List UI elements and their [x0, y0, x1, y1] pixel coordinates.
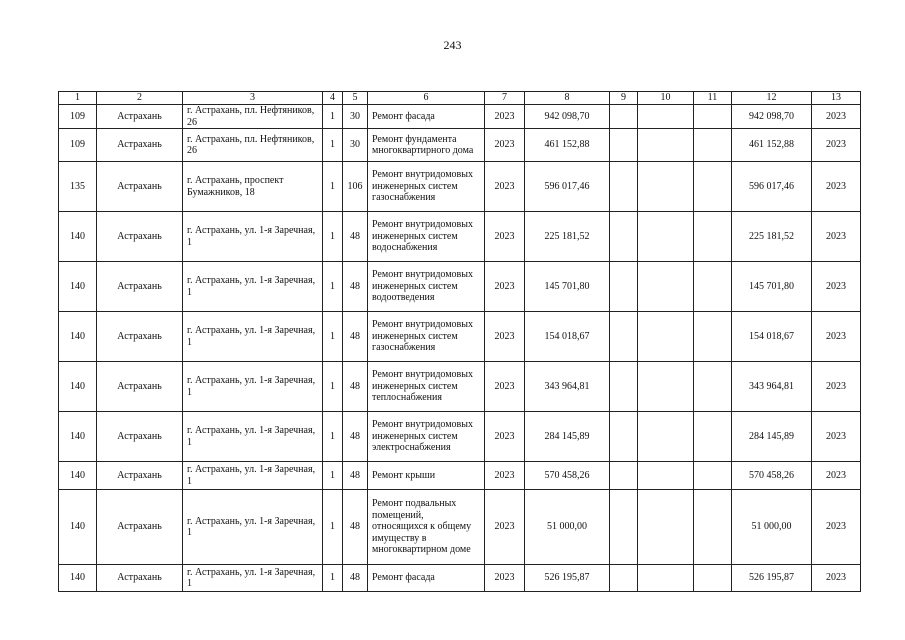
cell-work-type: Ремонт внутридомовых инженерных систем электроснабжения	[368, 412, 485, 462]
cell-col-5: 30	[343, 129, 368, 162]
cell-municipality: Астрахань	[97, 462, 183, 490]
table-row	[59, 462, 861, 490]
cell-year: 2023	[485, 129, 525, 162]
cell-end-year: 2023	[812, 105, 861, 129]
cell-record-number: 140	[59, 312, 97, 362]
cell-col-11	[694, 412, 732, 462]
column-header: 9	[610, 92, 638, 105]
cell-cost: 596 017,46	[525, 162, 610, 212]
cell-col-11	[694, 362, 732, 412]
cell-year: 2023	[485, 412, 525, 462]
cell-col-11	[694, 565, 732, 592]
column-header: 5	[343, 92, 368, 105]
cell-col-9	[610, 412, 638, 462]
cell-col-9	[610, 262, 638, 312]
cell-municipality: Астрахань	[97, 129, 183, 162]
cell-col-4: 1	[323, 312, 343, 362]
cell-cost: 225 181,52	[525, 212, 610, 262]
cell-col-10	[638, 129, 694, 162]
table-body	[59, 92, 861, 592]
cell-year: 2023	[485, 262, 525, 312]
cell-address: г. Астрахань, ул. 1-я Заречная, 1	[183, 362, 323, 412]
cell-col-5: 48	[343, 312, 368, 362]
cell-cost: 526 195,87	[525, 565, 610, 592]
cell-col-11	[694, 105, 732, 129]
cell-col-11	[694, 462, 732, 490]
cell-cost: 343 964,81	[525, 362, 610, 412]
page-number: 243	[443, 38, 462, 52]
cell-address: г. Астрахань, ул. 1-я Заречная, 1	[183, 412, 323, 462]
column-header: 10	[638, 92, 694, 105]
register-table	[58, 91, 861, 592]
cell-end-year: 2023	[812, 565, 861, 592]
cell-col-9	[610, 565, 638, 592]
cell-total: 154 018,67	[732, 312, 812, 362]
cell-year: 2023	[485, 565, 525, 592]
cell-address: г. Астрахань, пл. Нефтяников, 26	[183, 105, 323, 129]
cell-municipality: Астрахань	[97, 412, 183, 462]
cell-work-type: Ремонт фасада	[368, 565, 485, 592]
cell-total: 461 152,88	[732, 129, 812, 162]
table-row	[59, 312, 861, 362]
cell-record-number: 140	[59, 412, 97, 462]
cell-col-10	[638, 490, 694, 565]
cell-cost: 51 000,00	[525, 490, 610, 565]
table-row	[59, 412, 861, 462]
cell-col-10	[638, 462, 694, 490]
column-header: 3	[183, 92, 323, 105]
cell-year: 2023	[485, 105, 525, 129]
table-row	[59, 490, 861, 565]
cell-municipality: Астрахань	[97, 262, 183, 312]
cell-address: г. Астрахань, ул. 1-я Заречная, 1	[183, 312, 323, 362]
cell-record-number: 109	[59, 105, 97, 129]
cell-work-type: Ремонт крыши	[368, 462, 485, 490]
cell-address: г. Астрахань, ул. 1-я Заречная, 1	[183, 212, 323, 262]
cell-municipality: Астрахань	[97, 565, 183, 592]
column-header: 11	[694, 92, 732, 105]
cell-total: 526 195,87	[732, 565, 812, 592]
cell-work-type: Ремонт фасада	[368, 105, 485, 129]
cell-end-year: 2023	[812, 129, 861, 162]
cell-col-11	[694, 262, 732, 312]
cell-year: 2023	[485, 462, 525, 490]
table-row	[59, 212, 861, 262]
cell-end-year: 2023	[812, 462, 861, 490]
cell-municipality: Астрахань	[97, 162, 183, 212]
cell-col-9	[610, 212, 638, 262]
cell-col-9	[610, 105, 638, 129]
cell-col-9	[610, 129, 638, 162]
cell-municipality: Астрахань	[97, 490, 183, 565]
cell-col-11	[694, 162, 732, 212]
cell-col-9	[610, 162, 638, 212]
cell-address: г. Астрахань, ул. 1-я Заречная, 1	[183, 565, 323, 592]
cell-end-year: 2023	[812, 362, 861, 412]
cell-municipality: Астрахань	[97, 362, 183, 412]
cell-total: 343 964,81	[732, 362, 812, 412]
cell-cost: 942 098,70	[525, 105, 610, 129]
cell-work-type: Ремонт подвальных помещений, относящихся к общему имуществу в многоквартирном доме	[368, 490, 485, 565]
cell-col-10	[638, 212, 694, 262]
cell-col-5: 48	[343, 262, 368, 312]
cell-total: 145 701,80	[732, 262, 812, 312]
cell-col-4: 1	[323, 490, 343, 565]
cell-record-number: 109	[59, 129, 97, 162]
cell-end-year: 2023	[812, 262, 861, 312]
table-row	[59, 262, 861, 312]
cell-col-9	[610, 490, 638, 565]
cell-record-number: 140	[59, 565, 97, 592]
cell-col-4: 1	[323, 105, 343, 129]
cell-record-number: 140	[59, 212, 97, 262]
cell-col-5: 48	[343, 565, 368, 592]
cell-col-10	[638, 262, 694, 312]
column-header: 4	[323, 92, 343, 105]
cell-year: 2023	[485, 312, 525, 362]
cell-col-11	[694, 312, 732, 362]
cell-col-4: 1	[323, 262, 343, 312]
cell-col-4: 1	[323, 362, 343, 412]
cell-col-4: 1	[323, 412, 343, 462]
cell-address: г. Астрахань, пл. Нефтяников, 26	[183, 129, 323, 162]
cell-municipality: Астрахань	[97, 212, 183, 262]
cell-col-10	[638, 105, 694, 129]
cell-col-9	[610, 362, 638, 412]
cell-total: 51 000,00	[732, 490, 812, 565]
cell-total: 225 181,52	[732, 212, 812, 262]
cell-address: г. Астрахань, проспект Бумажников, 18	[183, 162, 323, 212]
cell-col-5: 48	[343, 462, 368, 490]
cell-col-4: 1	[323, 462, 343, 490]
cell-year: 2023	[485, 490, 525, 565]
cell-address: г. Астрахань, ул. 1-я Заречная, 1	[183, 262, 323, 312]
cell-col-5: 30	[343, 105, 368, 129]
cell-cost: 145 701,80	[525, 262, 610, 312]
cell-end-year: 2023	[812, 212, 861, 262]
cell-year: 2023	[485, 212, 525, 262]
table-row	[59, 105, 861, 129]
cell-col-10	[638, 362, 694, 412]
table-row	[59, 129, 861, 162]
cell-col-5: 48	[343, 412, 368, 462]
cell-col-11	[694, 490, 732, 565]
cell-col-11	[694, 129, 732, 162]
cell-col-10	[638, 162, 694, 212]
cell-work-type: Ремонт внутридомовых инженерных систем газоснабжения	[368, 162, 485, 212]
column-header: 13	[812, 92, 861, 105]
cell-col-5: 48	[343, 362, 368, 412]
cell-record-number: 135	[59, 162, 97, 212]
table-row	[59, 565, 861, 592]
cell-record-number: 140	[59, 462, 97, 490]
cell-address: г. Астрахань, ул. 1-я Заречная, 1	[183, 490, 323, 565]
cell-work-type: Ремонт внутридомовых инженерных систем газоснабжения	[368, 312, 485, 362]
cell-cost: 570 458,26	[525, 462, 610, 490]
table-row	[59, 162, 861, 212]
cell-col-4: 1	[323, 565, 343, 592]
cell-col-5: 106	[343, 162, 368, 212]
cell-total: 284 145,89	[732, 412, 812, 462]
cell-work-type: Ремонт внутридомовых инженерных систем теплоснабжения	[368, 362, 485, 412]
cell-col-9	[610, 462, 638, 490]
cell-col-10	[638, 565, 694, 592]
cell-cost: 461 152,88	[525, 129, 610, 162]
cell-total: 942 098,70	[732, 105, 812, 129]
cell-total: 570 458,26	[732, 462, 812, 490]
column-header: 7	[485, 92, 525, 105]
column-header: 1	[59, 92, 97, 105]
cell-year: 2023	[485, 162, 525, 212]
cell-work-type: Ремонт внутридомовых инженерных систем водоснабжения	[368, 212, 485, 262]
cell-year: 2023	[485, 362, 525, 412]
column-number-header-row	[59, 92, 861, 105]
column-header: 12	[732, 92, 812, 105]
column-header: 8	[525, 92, 610, 105]
cell-col-5: 48	[343, 490, 368, 565]
cell-work-type: Ремонт фундамента многоквартирного дома	[368, 129, 485, 162]
cell-col-11	[694, 212, 732, 262]
cell-col-4: 1	[323, 162, 343, 212]
column-header: 2	[97, 92, 183, 105]
cell-cost: 284 145,89	[525, 412, 610, 462]
cell-end-year: 2023	[812, 490, 861, 565]
cell-municipality: Астрахань	[97, 312, 183, 362]
cell-municipality: Астрахань	[97, 105, 183, 129]
cell-record-number: 140	[59, 490, 97, 565]
cell-col-10	[638, 312, 694, 362]
cell-col-5: 48	[343, 212, 368, 262]
cell-cost: 154 018,67	[525, 312, 610, 362]
cell-col-9	[610, 312, 638, 362]
cell-end-year: 2023	[812, 312, 861, 362]
cell-record-number: 140	[59, 362, 97, 412]
cell-col-10	[638, 412, 694, 462]
cell-address: г. Астрахань, ул. 1-я Заречная, 1	[183, 462, 323, 490]
table-row	[59, 362, 861, 412]
cell-record-number: 140	[59, 262, 97, 312]
cell-end-year: 2023	[812, 162, 861, 212]
cell-work-type: Ремонт внутридомовых инженерных систем водоотведения	[368, 262, 485, 312]
cell-col-4: 1	[323, 129, 343, 162]
cell-col-4: 1	[323, 212, 343, 262]
cell-total: 596 017,46	[732, 162, 812, 212]
cell-end-year: 2023	[812, 412, 861, 462]
column-header: 6	[368, 92, 485, 105]
